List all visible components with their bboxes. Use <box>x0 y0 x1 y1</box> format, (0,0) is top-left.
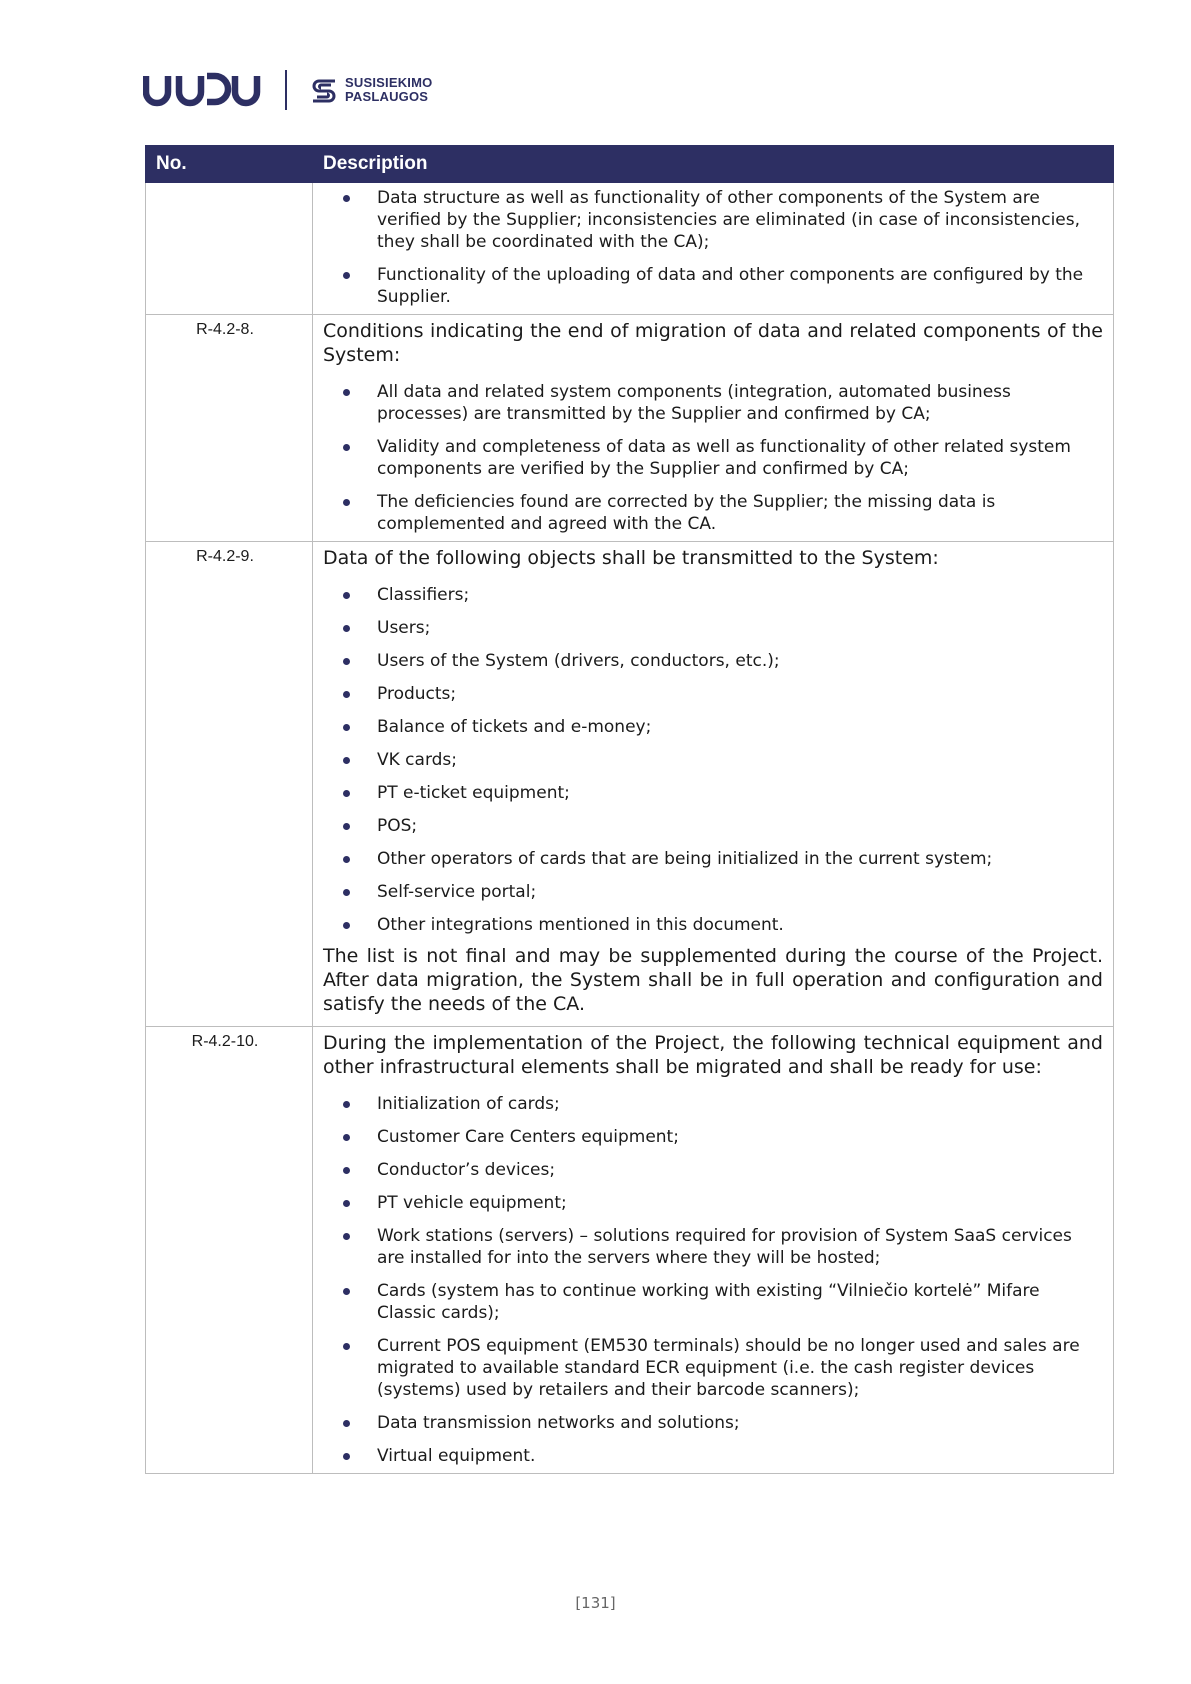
row-description-cell <box>313 183 1114 315</box>
requirement-text: During the implementation of the Project, the following technical equipment and other infrastructural elements shall be migrated and shall be ready for use: <box>323 1032 1103 1078</box>
list-item: Users of the System (drivers, conductors, etc.); <box>323 650 1103 672</box>
list-item: VK cards; <box>323 749 1103 771</box>
requirement-id: R-4.2-8. <box>196 321 254 338</box>
list-item: Virtual equipment. <box>323 1445 1103 1467</box>
list-item: Classifiers; <box>323 584 1103 606</box>
bullet-list <box>323 187 1103 308</box>
list-item: POS; <box>323 815 1103 837</box>
list-item: Functionality of the uploading of data and other components are configured by the Supplier. <box>323 264 1103 308</box>
row-number-cell <box>146 183 313 315</box>
bullet-list <box>323 584 1103 936</box>
list-item: Other operators of cards that are being initialized in the current system; <box>323 848 1103 870</box>
list-item: The deficiencies found are corrected by the Supplier; the missing data is complemented and agreed with the CA. <box>323 491 1103 535</box>
list-item: Data transmission networks and solutions; <box>323 1412 1103 1434</box>
partner-line-1: SUSISIEKIMO <box>345 75 433 90</box>
list-item: PT vehicle equipment; <box>323 1192 1103 1214</box>
susisiekimo-paslaugos-logo <box>309 76 432 104</box>
row-description-cell <box>313 542 1114 1027</box>
list-item: Other integrations mentioned in this document. <box>323 914 1103 936</box>
logo-divider <box>285 70 287 110</box>
row-description-cell <box>313 315 1114 542</box>
row-description-cell <box>313 1027 1114 1474</box>
requirement-id: R-4.2-9. <box>196 548 254 565</box>
list-item: Work stations (servers) – solutions required for provision of System SaaS cervices are installed for into the servers where they will be hosted; <box>323 1225 1103 1269</box>
table-header-row <box>146 146 1114 183</box>
page-header <box>143 70 432 110</box>
requirement-text: Data of the following objects shall be transmitted to the System: <box>323 547 939 569</box>
row-number-cell <box>146 1027 313 1474</box>
column-header-no: No. <box>146 146 313 183</box>
list-item: Cards (system has to continue working with existing “Vilniečio kortelė” Mifare Classic cards); <box>323 1280 1103 1324</box>
requirements-table <box>145 145 1114 1474</box>
list-item: Customer Care Centers equipment; <box>323 1126 1103 1148</box>
row-number-cell <box>146 315 313 542</box>
list-item: Data structure as well as functionality of other components of the System are verified by the Supplier; inconsistencies are eliminated (in case of inconsistencies, they shall be coordinated with the CA); <box>323 187 1103 253</box>
list-item: Current POS equipment (EM530 terminals) should be no longer used and sales are migrated to available standard ECR equipment (i.e. the cash register devices (systems) used by retailers and their barcode scanners); <box>323 1335 1103 1401</box>
bullet-list <box>323 381 1103 535</box>
list-item: Balance of tickets and e-money; <box>323 716 1103 738</box>
list-item: Self-service portal; <box>323 881 1103 903</box>
list-item: Validity and completeness of data as well as functionality of other related system components are verified by the Supplier and confirmed by CA; <box>323 436 1103 480</box>
table-row <box>146 183 1114 315</box>
list-item: PT e-ticket equipment; <box>323 782 1103 804</box>
list-item: Initialization of cards; <box>323 1093 1103 1115</box>
partner-line-2: PASLAUGOS <box>345 89 429 104</box>
list-item: Products; <box>323 683 1103 705</box>
table-row <box>146 315 1114 542</box>
list-item: Users; <box>323 617 1103 639</box>
table-row <box>146 542 1114 1027</box>
sp-mark-icon <box>309 76 339 104</box>
requirement-id: R-4.2-10. <box>191 1033 259 1050</box>
bullet-list <box>323 1093 1103 1467</box>
list-item: All data and related system components (integration, automated business processes) are transmitted by the Supplier and confirmed by CA; <box>323 381 1103 425</box>
requirement-text: Conditions indicating the end of migration of data and related components of the System: <box>323 320 1103 366</box>
requirement-note: The list is not final and may be supplemented during the course of the Project. After data migration, the System shall be in full operation and configuration and satisfy the needs of the CA. <box>323 945 1103 1015</box>
row-number-cell <box>146 542 313 1027</box>
table-row <box>146 1027 1114 1474</box>
list-item: Conductor’s devices; <box>323 1159 1103 1181</box>
column-header-description: Description <box>313 146 1114 183</box>
judu-logo <box>143 72 261 108</box>
page-number: [131] <box>575 1594 616 1612</box>
